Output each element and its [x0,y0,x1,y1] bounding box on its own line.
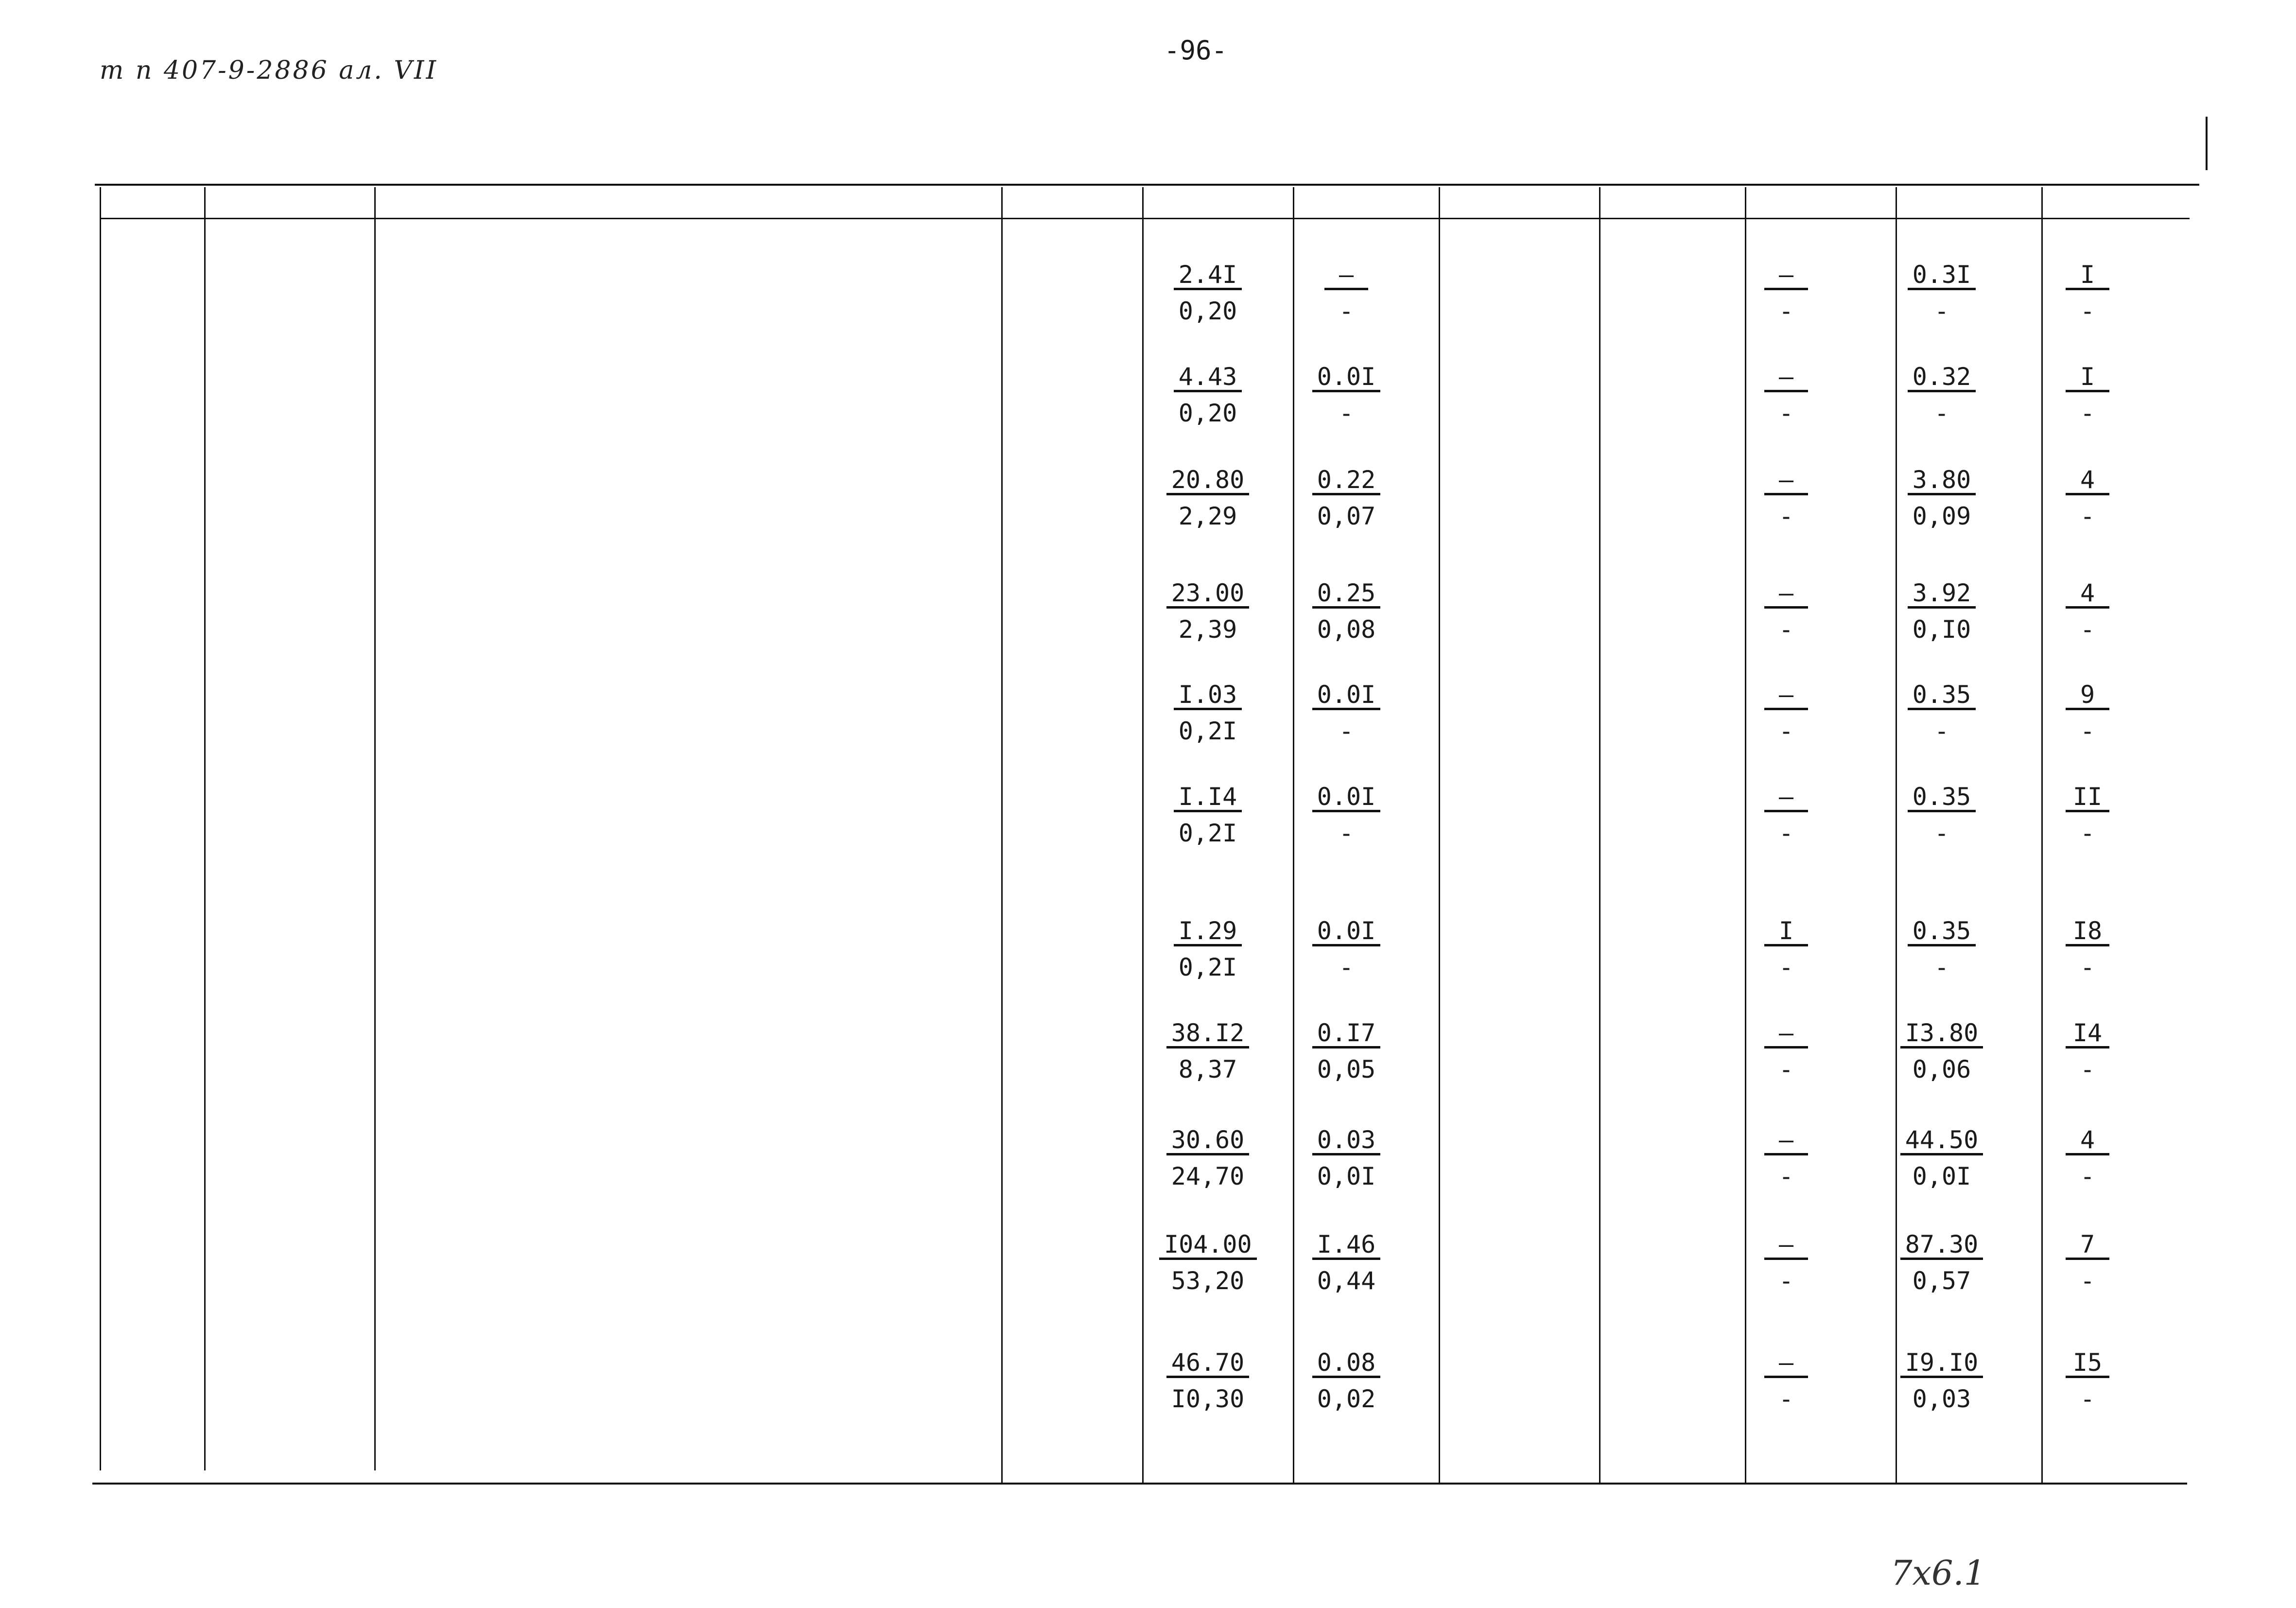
cost-fraction-col6 [1298,1128,1395,1189]
cost-fraction-col5-denominator: 53,20 [1171,1267,1245,1295]
cost-fraction-col6-numerator: 0.0I [1312,785,1380,812]
fraction-col10 [1893,785,1990,845]
cost-fraction-col5-numerator: 46.70 [1166,1350,1250,1378]
fraction-col9-numerator: – [1764,1128,1808,1155]
cost-fraction-col5-denominator: I0,30 [1171,1385,1245,1413]
cost-fraction-col6-denominator: 0,07 [1317,502,1376,530]
cost-fraction-col6-denominator: 0,02 [1317,1385,1376,1413]
cost-fraction-col5 [1159,1350,1256,1411]
fraction-col10-denominator: 0,57 [1912,1267,1971,1295]
column-rule-2 [204,187,206,1470]
cost-fraction-col6-numerator: – [1324,262,1368,290]
cost-fraction-col6-denominator: - [1339,399,1354,427]
cost-fraction-col6-denominator: - [1339,717,1354,745]
fraction-col11-denominator: - [2080,615,2095,644]
fraction-col9 [1738,1021,1835,1082]
cost-fraction-col6-numerator: 0.08 [1312,1350,1380,1378]
document-stamp: т п 407-9-2886 ал. VII [100,56,438,85]
cost-fraction-col6-denominator: 0,08 [1317,615,1376,644]
cost-fraction-col6-numerator: 0.0I [1312,682,1380,710]
fraction-col10-numerator: 44.50 [1900,1128,1983,1155]
fraction-col9-numerator: – [1764,682,1808,710]
fraction-col11-denominator: - [2080,1385,2095,1413]
cost-fraction-col5-denominator: 24,70 [1171,1162,1245,1190]
cost-fraction-col6 [1298,1350,1395,1411]
column-rule-1 [100,187,101,1470]
fraction-col10 [1893,581,1990,642]
cost-fraction-col6 [1298,919,1395,979]
fraction-col10-numerator: 0.35 [1908,785,1976,812]
right-edge-mark [2206,117,2208,170]
fraction-col9-denominator: - [1778,1267,1794,1295]
fraction-col11 [2039,581,2136,642]
cost-fraction-col5-numerator: 20.80 [1166,468,1250,495]
column-rule-5 [1142,187,1144,1483]
fraction-col9-numerator: – [1764,365,1808,392]
cost-fraction-col6-denominator: 0,05 [1317,1055,1376,1084]
fraction-col11 [2039,1128,2136,1189]
fraction-col10-denominator: 0,0I [1912,1162,1971,1190]
fraction-col10-numerator: 0.3I [1908,262,1976,290]
fraction-col11-numerator: I [2066,365,2109,392]
cost-fraction-col6-numerator: 0.0I [1312,919,1380,946]
fraction-col10-denominator: 0,09 [1912,502,1971,530]
corner-mark: 7х6.1 [1891,1553,1986,1593]
fraction-col10-numerator: 0.35 [1908,682,1976,710]
fraction-col11-numerator: I [2066,262,2109,290]
fraction-col11-denominator: - [2080,717,2095,745]
fraction-col10-denominator: - [1934,819,1949,847]
cost-fraction-col6 [1298,785,1395,845]
fraction-col11-denominator: - [2080,399,2095,427]
fraction-col11 [2039,1232,2136,1293]
cost-fraction-col6-numerator: 0.03 [1312,1128,1380,1155]
cost-fraction-col6 [1298,682,1395,743]
fraction-col9-denominator: - [1778,717,1794,745]
fraction-col10-denominator: 0,I0 [1912,615,1971,644]
cost-fraction-col5 [1159,682,1256,743]
fraction-col9 [1738,682,1835,743]
cost-fraction-col5-numerator: I.03 [1174,682,1242,710]
fraction-col9-denominator: - [1778,615,1794,644]
table-top-rule [95,184,2199,186]
fraction-col9-numerator: – [1764,1232,1808,1260]
cost-fraction-col6 [1298,262,1395,323]
cost-fraction-col5-denominator: 0,20 [1178,297,1237,325]
cost-fraction-col5-numerator: 23.00 [1166,581,1250,609]
fraction-col10-numerator: 0.35 [1908,919,1976,946]
table-bottom-rule [92,1483,2187,1485]
cost-fraction-col6-denominator: - [1339,953,1354,981]
fraction-col9-numerator: – [1764,785,1808,812]
cost-fraction-col5-denominator: 0,2I [1178,819,1237,847]
fraction-col10-numerator: 87.30 [1900,1232,1983,1260]
cost-fraction-col5-denominator: 2,39 [1178,615,1237,644]
cost-fraction-col5-denominator: 0,2I [1178,717,1237,745]
fraction-col9-denominator: - [1778,399,1794,427]
fraction-col9-numerator: – [1764,1350,1808,1378]
fraction-col9 [1738,1350,1835,1411]
cost-fraction-col6 [1298,1021,1395,1082]
cost-fraction-col5 [1159,262,1256,323]
column-rule-3 [374,187,376,1470]
cost-fraction-col5-denominator: 0,2I [1178,953,1237,981]
cost-fraction-col6 [1298,468,1395,528]
fraction-col11 [2039,785,2136,845]
cost-fraction-col5 [1159,365,1256,425]
fraction-col9-denominator: - [1778,819,1794,847]
fraction-col10 [1893,1128,1990,1189]
cost-fraction-col5-numerator: 30.60 [1166,1128,1250,1155]
fraction-col10-denominator: - [1934,717,1949,745]
fraction-col11 [2039,365,2136,425]
fraction-col10-denominator: 0,03 [1912,1385,1971,1413]
fraction-col11-numerator: 4 [2066,1128,2109,1155]
fraction-col9 [1738,1128,1835,1189]
fraction-col9-denominator: - [1778,1055,1794,1084]
fraction-col9-denominator: - [1778,297,1794,325]
cost-fraction-col5 [1159,1021,1256,1082]
cost-fraction-col6-denominator: 0,44 [1317,1267,1376,1295]
cost-fraction-col5-denominator: 0,20 [1178,399,1237,427]
fraction-col9 [1738,785,1835,845]
fraction-col11-numerator: 4 [2066,581,2109,609]
fraction-col11-denominator: - [2080,502,2095,530]
cost-fraction-col5-numerator: I.I4 [1174,785,1242,812]
fraction-col11-denominator: - [2080,953,2095,981]
cost-fraction-col5 [1159,468,1256,528]
fraction-col10-denominator: 0,06 [1912,1055,1971,1084]
fraction-col11-numerator: 9 [2066,682,2109,710]
cost-fraction-col6 [1298,365,1395,425]
fraction-col11 [2039,682,2136,743]
fraction-col10 [1893,365,1990,425]
column-rule-7 [1439,187,1440,1483]
fraction-col10-numerator: I3.80 [1900,1021,1983,1049]
fraction-col11-numerator: I5 [2066,1350,2109,1378]
cost-fraction-col5-numerator: I04.00 [1159,1232,1257,1260]
cost-fraction-col5 [1159,919,1256,979]
column-rule-8 [1599,187,1600,1483]
fraction-col9 [1738,468,1835,528]
fraction-col11-numerator: 4 [2066,468,2109,495]
fraction-col10 [1893,262,1990,323]
fraction-col11 [2039,1021,2136,1082]
fraction-col11-denominator: - [2080,1267,2095,1295]
cost-fraction-col6-denominator: 0,0I [1317,1162,1376,1190]
fraction-col9 [1738,1232,1835,1293]
fraction-col9 [1738,365,1835,425]
fraction-col9-denominator: - [1778,953,1794,981]
cost-fraction-col6 [1298,1232,1395,1293]
fraction-col9-numerator: – [1764,581,1808,609]
header-bottom-rule [100,218,2190,219]
cost-fraction-col5 [1159,581,1256,642]
fraction-col10-denominator: - [1934,297,1949,325]
cost-fraction-col6-numerator: I.46 [1312,1232,1380,1260]
fraction-col10-denominator: - [1934,953,1949,981]
fraction-col9-numerator: – [1764,468,1808,495]
fraction-col10-numerator: 0.32 [1908,365,1976,392]
cost-fraction-col5-numerator: 2.4I [1174,262,1242,290]
fraction-col11 [2039,1350,2136,1411]
fraction-col10-numerator: 3.92 [1908,581,1976,609]
fraction-col10 [1893,919,1990,979]
fraction-col11-denominator: - [2080,1162,2095,1190]
fraction-col10 [1893,682,1990,743]
column-rule-6 [1293,187,1294,1483]
fraction-col10-numerator: 3.80 [1908,468,1976,495]
cost-fraction-col5-numerator: I.29 [1174,919,1242,946]
fraction-col9-denominator: - [1778,502,1794,530]
fraction-col9-denominator: - [1778,1385,1794,1413]
cost-fraction-col5 [1159,1232,1256,1293]
column-rule-4 [1001,187,1003,1483]
fraction-col10 [1893,1350,1990,1411]
cost-fraction-col5-numerator: 38.I2 [1166,1021,1250,1049]
fraction-col11 [2039,468,2136,528]
fraction-col9 [1738,581,1835,642]
fraction-col10 [1893,1021,1990,1082]
page-number: -96- [1164,35,1228,66]
fraction-col9-numerator: I [1764,919,1808,946]
fraction-col9-numerator: – [1764,1021,1808,1049]
fraction-col11-numerator: I8 [2066,919,2109,946]
cost-fraction-col6-denominator: - [1339,819,1354,847]
fraction-col11-denominator: - [2080,297,2095,325]
cost-fraction-col6 [1298,581,1395,642]
cost-fraction-col6-numerator: 0.0I [1312,365,1380,392]
cost-fraction-col6-denominator: - [1339,297,1354,325]
fraction-col9-denominator: - [1778,1162,1794,1190]
cost-fraction-col5-numerator: 4.43 [1174,365,1242,392]
fraction-col11-numerator: 7 [2066,1232,2109,1260]
fraction-col11 [2039,262,2136,323]
fraction-col9 [1738,262,1835,323]
fraction-col10-numerator: I9.I0 [1900,1350,1983,1378]
cost-fraction-col6-numerator: 0.22 [1312,468,1380,495]
cost-fraction-col5 [1159,1128,1256,1189]
fraction-col11-numerator: II [2066,785,2109,812]
cost-fraction-col5-denominator: 2,29 [1178,502,1237,530]
cost-fraction-col5-denominator: 8,37 [1178,1055,1237,1084]
cost-fraction-col6-numerator: 0.25 [1312,581,1380,609]
fraction-col10 [1893,1232,1990,1293]
fraction-col11-denominator: - [2080,819,2095,847]
fraction-col10-denominator: - [1934,399,1949,427]
fraction-col11-denominator: - [2080,1055,2095,1084]
fraction-col9 [1738,919,1835,979]
fraction-col11 [2039,919,2136,979]
cost-fraction-col5 [1159,785,1256,845]
cost-fraction-col6-numerator: 0.I7 [1312,1021,1380,1049]
fraction-col10 [1893,468,1990,528]
fraction-col9-numerator: – [1764,262,1808,290]
fraction-col11-numerator: I4 [2066,1021,2109,1049]
